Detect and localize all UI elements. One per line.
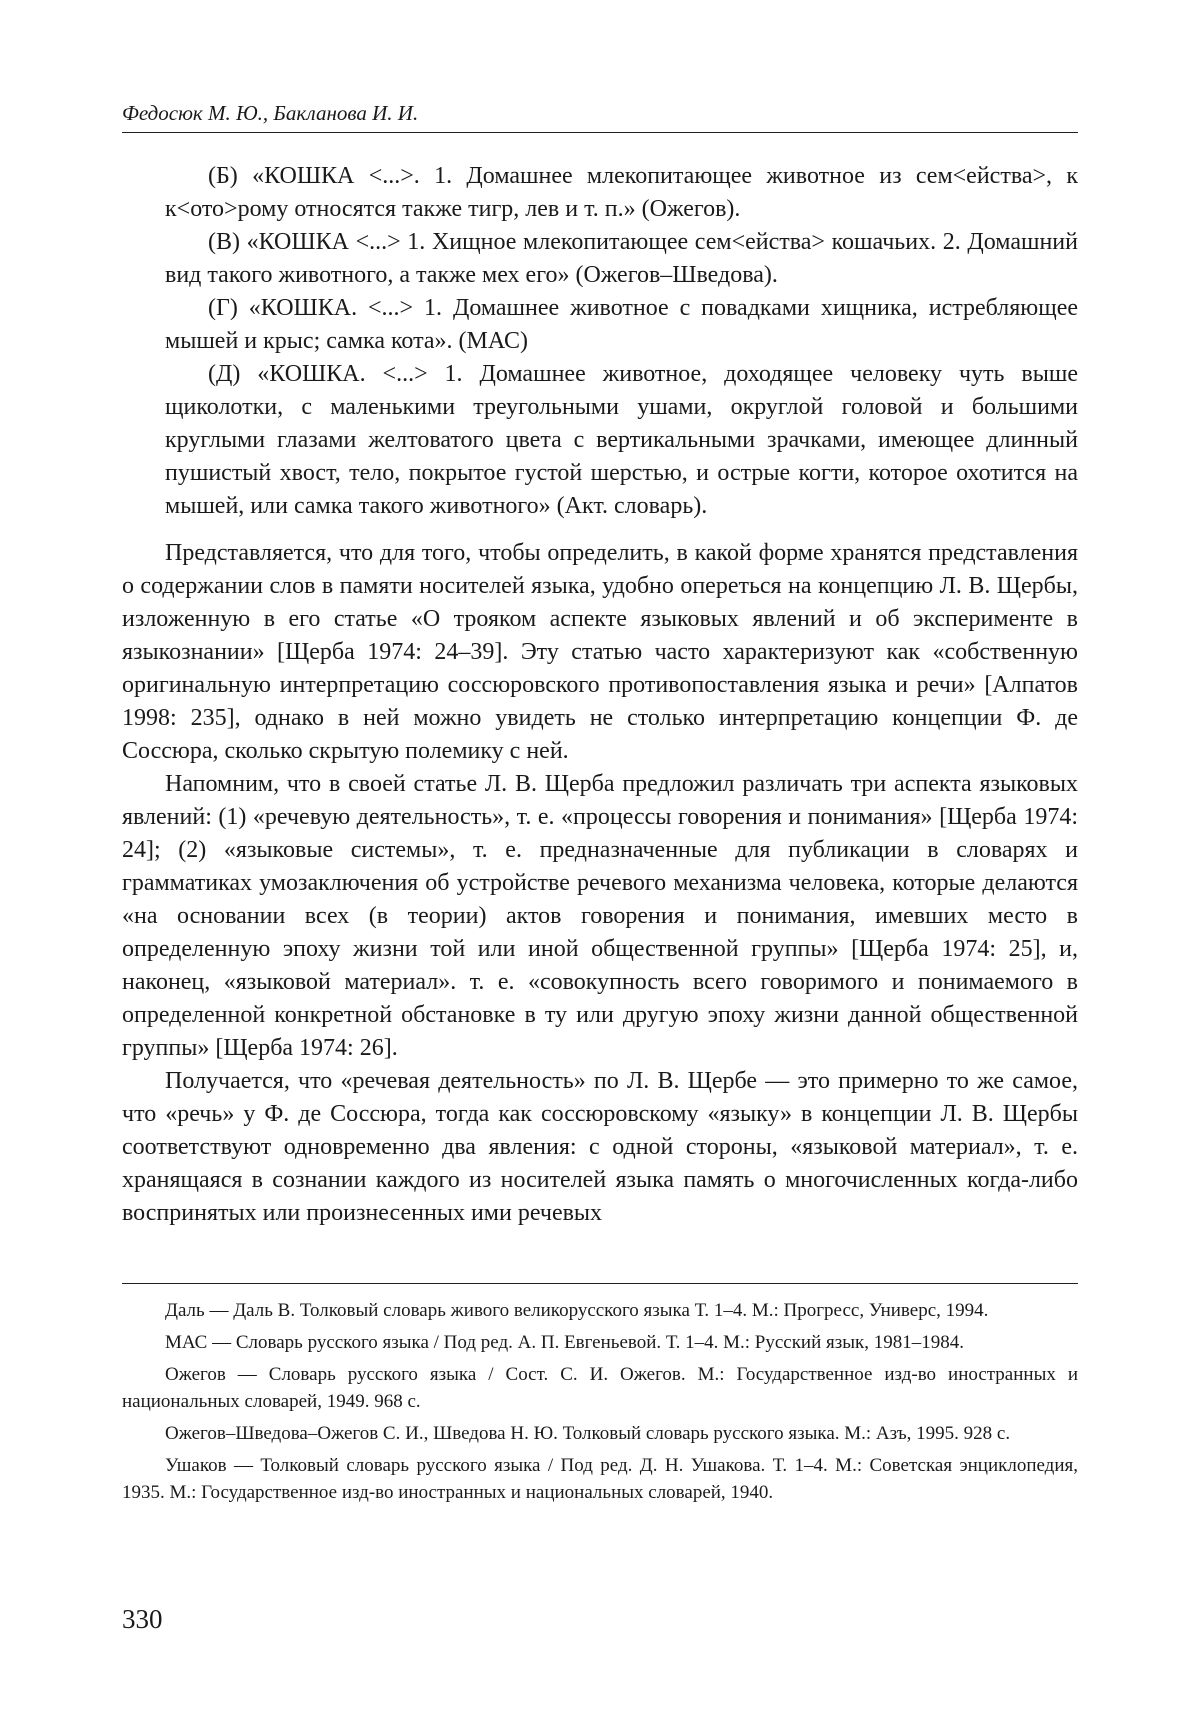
footnote-ozhegov-shvedova: Ожегов–Шведова–Ожегов С. И., Шведова Н. Ю. Толковый словарь русского языка. М.: Азъ, 1995. 928 с.	[165, 1423, 1011, 1444]
paragraph: Представляется, что для того, чтобы определить, в какой форме хранятся представления о содержании слов в памяти носителей языка, удобно опереться на концепцию Л. В. Щербы, изложенную в его статье «О трояком аспекте языковых явлений и об эксперименте в языкознании» [Щерба 1974: 24–39]. Эту статью часто характеризуют как «собственную оригинальную интерпретацию соссюровского противопоставления языка и речи» [Алпатов 1998: 235], однако в ней можно увидеть не столько интерпретацию концепции Ф. де Соссюра, сколько скрытую полемику с ней.	[122, 540, 1078, 764]
dictionary-quotes	[165, 160, 1078, 523]
footnote-ushakov: Ушаков — Толковый словарь русского языка / Под ред. Д. Н. Ушакова. Т. 1–4. М.: Советская энциклопедия, 1935. М.: Государственное изд-во иностранных и национальных словарей, 1940.	[122, 1455, 1078, 1503]
page-number: 330	[122, 1604, 163, 1634]
paragraph: Напомним, что в своей статье Л. В. Щерба предложил различать три аспекта языковых явлений: (1) «речевую деятельность», т. е. «процессы говорения и понимания» [Щерба 1974: 24]; (2) «языковые системы», т. е. предназначенные для публикации в словарях и грамматиках умозаключения об устройстве речевого механизма человека, которые делаются «на основании всех (в теории) актов говорения и понимания, имевших место в определенную эпоху жизни той или иной общественной группы» [Щерба 1974: 25], и, наконец, «языковой материал». т. е. «совокупность всего говоримого и понимаемого в определенной конкретной обстановке в ту или другую эпоху жизни данной общественной группы» [Щерба 1974: 26].	[122, 771, 1078, 1061]
footnote-rule	[122, 1283, 1078, 1284]
body-text	[122, 160, 1078, 1230]
footnote-dal: Даль — Даль В. Толковый словарь живого великорусского языка Т. 1–4. М.: Прогресс, Универс, 1994.	[165, 1300, 989, 1321]
quote-d: (Д) «КОШКА. <...> 1. Домашнее животное, доходящее человеку чуть выше щиколотки, с маленькими треугольными ушами, округлой головой и большими круглыми глазами желтоватого цвета с вертикальными зрачками, имеющее длинный пушистый хвост, тело, покрытое густой шерстью, и острые когти, которое охотится на мышей, или самка такого животного» (Акт. словарь).	[165, 361, 1078, 519]
quote-g: (Г) «КОШКА. <...> 1. Домашнее животное с повадками хищника, истребляющее мышей и крыс; самка кота». (МАС)	[165, 295, 1078, 354]
paragraph: Получается, что «речевая деятельность» по Л. В. Щербе — это примерно то же самое, что «речь» у Ф. де Соссюра, тогда как соссюровскому «языку» в концепции Л. В. Щербы соответствуют одновременно два явления: с одной стороны, «языковой материал», т. е. хранящаяся в сознании каждого из носителей языка память о многочисленных когда-либо воспринятых или произнесенных ими речевых	[122, 1068, 1078, 1226]
footnotes	[122, 1297, 1078, 1511]
footnote-ozhegov: Ожегов — Словарь русского языка / Сост. С. И. Ожегов. М.: Государственное изд-во иностранных и национальных словарей, 1949. 968 с.	[122, 1364, 1078, 1412]
quote-b: (Б) «КОШКА <...>. 1. Домашнее млекопитающее животное из сем<ейства>, к к<ото>рому относятся также тигр, лев и т. п.» (Ожегов).	[165, 163, 1078, 222]
header-rule	[122, 132, 1078, 133]
footnote-mas: МАС — Словарь русского языка / Под ред. А. П. Евгеньевой. Т. 1–4. М.: Русский язык, 1981–1984.	[165, 1332, 965, 1353]
running-title: Федосюк М. Ю., Бакланова И. И.	[122, 101, 419, 125]
quote-v: (В) «КОШКА <...> 1. Хищное млекопитающее сем<ейства> кошачьих. 2. Домашний вид такого животного, а также мех его» (Ожегов–Шведова).	[165, 229, 1078, 288]
